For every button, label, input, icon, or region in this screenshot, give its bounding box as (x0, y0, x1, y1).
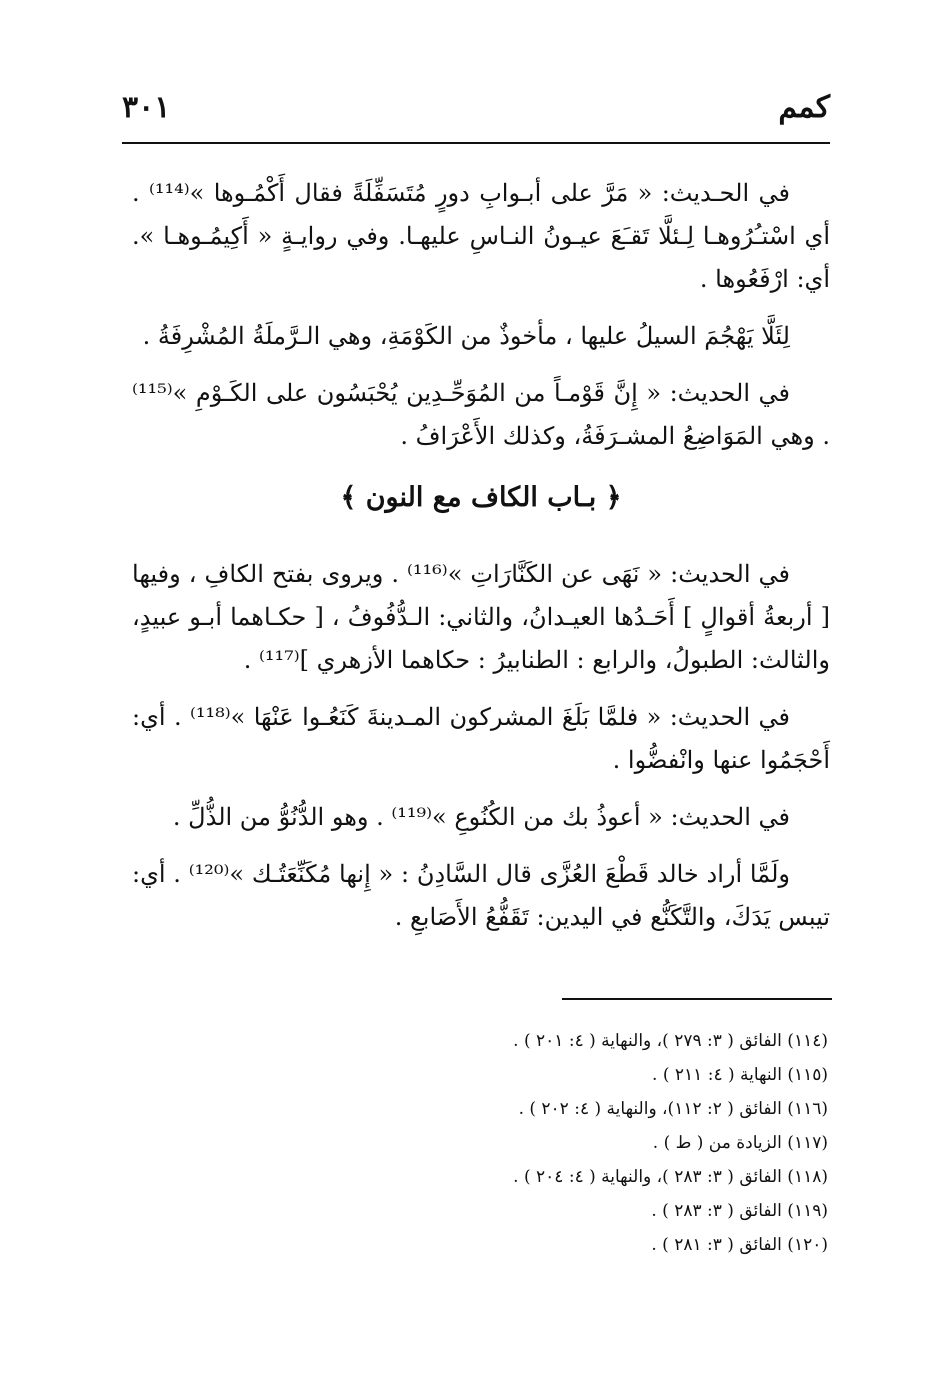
paragraph: في الحديث: « أعوذُ بك من الكُنُوعِ »⁽¹¹⁹⁾ . وهو الدُّنُوُّ من الذُّلِّ . (172, 803, 790, 831)
footnote-rule (562, 998, 832, 1000)
footnote: (١١٦) الفائق ( ٢: ١١٢)، والنهاية ( ٤: ٢٠٢ ) . (518, 1099, 828, 1119)
main-text (132, 172, 830, 953)
page-number: ٣٠١ (122, 90, 171, 125)
paragraph: في الحديث: « إِنَّ قَوْمـاً من المُوَحِّـدِين يُحْبَسُون على الكَـوْمِ »⁽¹¹⁵⁾ . وهي المَوَاضِعُ المشـرَفَةُ، وكذلك الأَعْرَافُ . (132, 379, 830, 450)
footnote: (١١٨) الفائق ( ٣: ٢٨٣ )، والنهاية ( ٤: ٢٠٤ ) . (513, 1167, 828, 1187)
footnote: (١١٩) الفائق ( ٣: ٢٨٣ ) . (651, 1201, 828, 1221)
page-header (122, 82, 830, 132)
footnotes (132, 1024, 830, 1262)
footnote: (١١٧) الزيادة من ( ط ) . (652, 1133, 828, 1153)
paragraph: ولَمَّا أراد خالد قَطْعَ العُزَّى قال السَّادِنُ : « إِنها مُكَنِّعَتُـك »⁽¹²⁰⁾ . أي: تيبس يَدَكَ، والتَّكَنُّع في اليدين: تَقَفُّعُ الأَصَابعِ . (132, 860, 830, 931)
paragraph: في الحديث: « فلمَّا بَلَغَ المشركون المـدينةَ كَنَعُـوا عَنْهَا »⁽¹¹⁸⁾ . أي: أَحْجَمُوا عنها وانْفضُّوا . (132, 703, 830, 774)
section-heading: ﴿ بـاب الكاف مع النون ﴾ (340, 482, 622, 513)
header-rule (122, 142, 830, 144)
footnote: (١٢٠) الفائق ( ٣: ٢٨١ ) . (651, 1235, 828, 1255)
paragraph: في الحديث: « نَهَى عن الكَنَّارَاتِ »⁽¹¹⁶⁾ . ويروى بفتح الكافِ ، وفيها [ أربعةُ أقوالٍ ] أَحَـدُها العيـدانُ، والثاني: الـدُّفُوفُ ، [ حكـاهما أبـو عبيدٍ، والثالث: الطبولُ، والرابع : الطنابيرُ : حكاهما الأزهري ]⁽¹¹⁷⁾ . (132, 560, 830, 674)
paragraph: في الحـديث: « مَرَّ على أبـوابِ دورٍ مُتَسَفِّلَةً فقال أَكْمُـوها »⁽¹¹⁴⁾ . أي اسْتـُرُوهـا لِـئلَّا تَقـَعَ عيـونُ النـاسِ عليهـا. وفي روايـةٍ « أَكِيمُـوهـا ». أي: ارْفَعُوها . (132, 179, 830, 293)
running-title: كمم (778, 90, 830, 125)
footnote: (١١٤) الفائق ( ٣: ٢٧٩ )، والنهاية ( ٤: ٢٠١ ) . (513, 1031, 828, 1051)
paragraph: لِئَلَّا يَهْجُمَ السيلُ عليها ، مأخوذٌ من الكَوْمَةِ، وهي الـرَّملَةُ المُشْرِفَةُ . (142, 322, 790, 350)
footnote: (١١٥) النهاية ( ٤: ٢١١ ) . (652, 1065, 828, 1085)
